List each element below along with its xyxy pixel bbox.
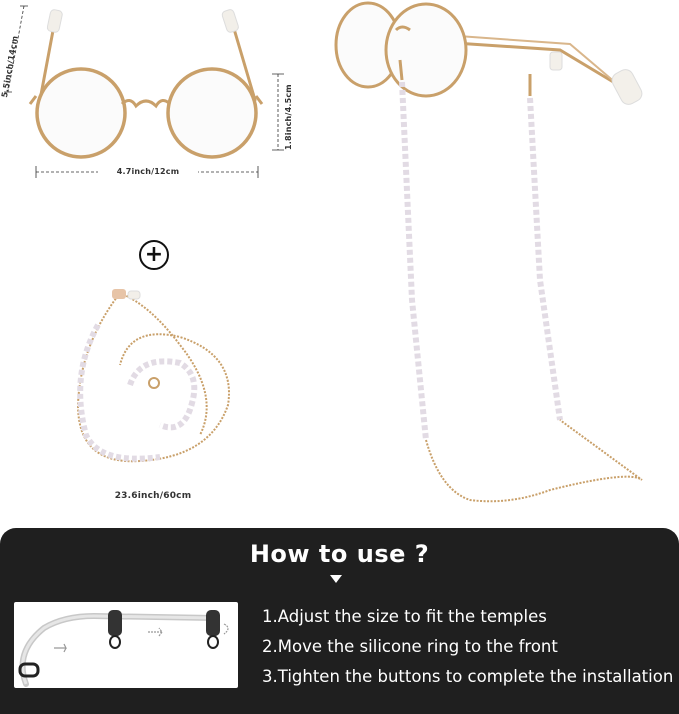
temple-length-label: 5.5inch/14cm (0, 35, 20, 99)
glasses-front-illustration (0, 0, 330, 230)
step-2: 2.Move the silicone ring to the front (262, 637, 558, 656)
how-to-use-panel (0, 528, 679, 714)
step-1: 1.Adjust the size to fit the temples (262, 607, 547, 626)
glasses-with-chain-illustration (330, 0, 679, 525)
chain-length-label: 23.6inch/60cm (114, 491, 192, 501)
installation-diagram-graphic (14, 602, 238, 688)
step-3: 3.Tighten the buttons to complete the installation (262, 667, 674, 686)
bridge (122, 100, 170, 106)
lens-left (37, 69, 125, 157)
plus-icon: + (139, 240, 169, 270)
frame-width-label: 4.7inch/12cm (98, 167, 198, 176)
steps-list (262, 602, 672, 692)
installation-diagram (14, 602, 238, 688)
arrow-down-icon (330, 575, 342, 583)
how-to-use-title: How to use ? (249, 540, 430, 568)
lens-right (168, 69, 256, 157)
chain-coil-illustration (60, 285, 260, 485)
lens-height-label: 1.8inch/4.5cm (284, 84, 293, 150)
